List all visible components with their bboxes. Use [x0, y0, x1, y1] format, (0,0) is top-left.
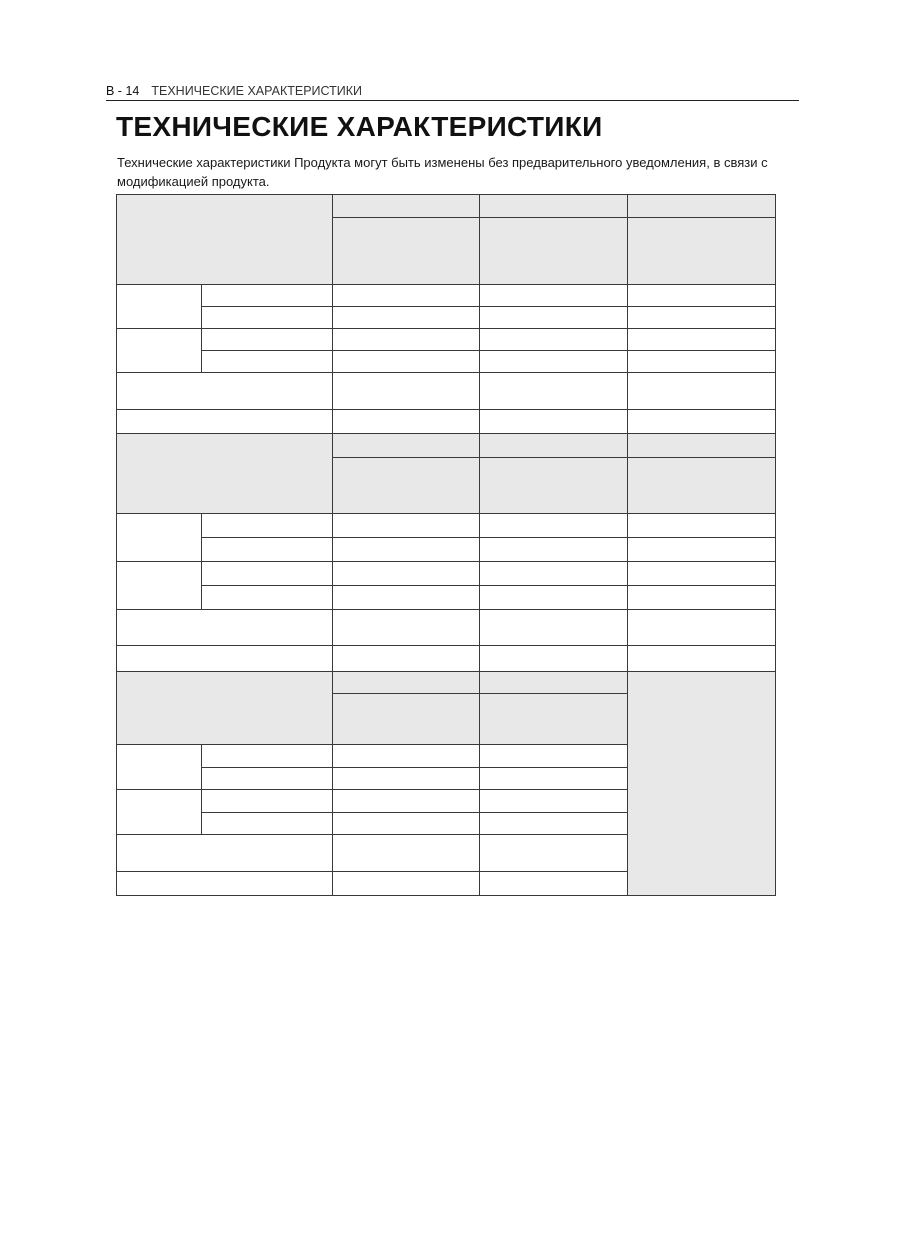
table-row — [117, 538, 776, 562]
table-cell — [333, 768, 480, 790]
table-cell — [480, 329, 628, 351]
table-cell — [333, 672, 480, 694]
table-cell — [480, 458, 628, 514]
table-cell — [202, 813, 333, 835]
table-cell — [117, 434, 333, 514]
table-cell — [117, 835, 333, 872]
table-cell — [480, 434, 628, 458]
table-row — [117, 610, 776, 646]
table-cell — [202, 351, 333, 373]
table-row — [117, 351, 776, 373]
table-cell — [202, 745, 333, 768]
running-header — [106, 84, 799, 101]
table-cell — [628, 307, 776, 329]
table-cell — [628, 351, 776, 373]
table-cell — [333, 562, 480, 586]
table-cell — [117, 745, 202, 790]
table-cell — [480, 768, 628, 790]
table-cell — [480, 694, 628, 745]
table-cell — [333, 329, 480, 351]
table-cell — [333, 610, 480, 646]
table-cell — [333, 646, 480, 672]
table-cell — [117, 514, 202, 562]
table-cell — [480, 586, 628, 610]
table-cell — [117, 610, 333, 646]
table-cell — [333, 514, 480, 538]
table-cell — [333, 835, 480, 872]
table-cell — [333, 410, 480, 434]
table-cell — [202, 514, 333, 538]
table-cell — [117, 329, 202, 373]
table-cell — [480, 514, 628, 538]
table-cell — [202, 768, 333, 790]
table-cell — [333, 351, 480, 373]
table-row — [117, 195, 776, 218]
table-cell — [117, 562, 202, 610]
table-row — [117, 329, 776, 351]
table-row — [117, 562, 776, 586]
table-cell — [117, 195, 333, 285]
table-cell — [628, 514, 776, 538]
table-cell — [117, 646, 333, 672]
table-cell — [333, 745, 480, 768]
table-cell — [480, 835, 628, 872]
table-row — [117, 373, 776, 410]
table-cell — [333, 218, 480, 285]
table-cell — [628, 562, 776, 586]
table-row — [117, 646, 776, 672]
table-cell — [333, 195, 480, 218]
table-row — [117, 672, 776, 694]
table-cell — [202, 307, 333, 329]
table-cell — [333, 538, 480, 562]
table-cell — [628, 373, 776, 410]
table-cell — [628, 329, 776, 351]
table-cell — [333, 285, 480, 307]
table-cell — [480, 195, 628, 218]
table-cell — [480, 813, 628, 835]
table-cell — [480, 538, 628, 562]
table-row — [117, 285, 776, 307]
table-cell — [333, 434, 480, 458]
table-cell — [628, 434, 776, 458]
table-cell — [117, 872, 333, 896]
table-cell — [117, 285, 202, 329]
table-cell — [628, 458, 776, 514]
table-cell — [333, 373, 480, 410]
page-number: B - 14 — [106, 84, 140, 98]
table-cell — [333, 813, 480, 835]
table-cell — [628, 538, 776, 562]
table-cell — [628, 218, 776, 285]
table-cell — [202, 790, 333, 813]
table-cell — [333, 307, 480, 329]
table-cell — [333, 458, 480, 514]
spec-table — [116, 194, 776, 896]
table-row — [117, 586, 776, 610]
table-cell — [202, 538, 333, 562]
running-header-section: ТЕХНИЧЕСКИЕ ХАРАКТЕРИСТИКИ — [151, 84, 363, 98]
table-cell — [202, 586, 333, 610]
table-cell — [628, 646, 776, 672]
table-cell — [628, 610, 776, 646]
table-cell — [480, 307, 628, 329]
table-cell — [480, 410, 628, 434]
table-cell — [480, 285, 628, 307]
table-row — [117, 307, 776, 329]
table-cell — [202, 562, 333, 586]
table-cell — [117, 790, 202, 835]
table-cell — [628, 586, 776, 610]
table-row — [117, 514, 776, 538]
table-cell — [480, 646, 628, 672]
table-cell — [117, 373, 333, 410]
table-cell — [480, 790, 628, 813]
table-cell — [480, 745, 628, 768]
table-cell — [628, 285, 776, 307]
table-cell — [117, 672, 333, 745]
table-cell — [480, 610, 628, 646]
table-cell — [628, 195, 776, 218]
table-cell — [333, 694, 480, 745]
table-cell — [202, 285, 333, 307]
table-cell — [117, 410, 333, 434]
table-row — [117, 434, 776, 458]
table-cell — [333, 872, 480, 896]
table-cell — [480, 351, 628, 373]
table-cell — [202, 329, 333, 351]
table-cell — [628, 672, 776, 896]
table-cell — [480, 373, 628, 410]
table-cell — [628, 410, 776, 434]
table-cell — [480, 672, 628, 694]
table-cell — [480, 562, 628, 586]
table-cell — [480, 218, 628, 285]
table-cell — [333, 790, 480, 813]
table-cell — [333, 586, 480, 610]
table-cell — [480, 872, 628, 896]
page-title: ТЕХНИЧЕСКИЕ ХАРАКТЕРИСТИКИ — [116, 111, 603, 142]
intro-text: Технические характеристики Продукта могут быть изменены без предварительного уведомления, в связи с модификацией продукта. — [117, 155, 768, 189]
table-row — [117, 410, 776, 434]
